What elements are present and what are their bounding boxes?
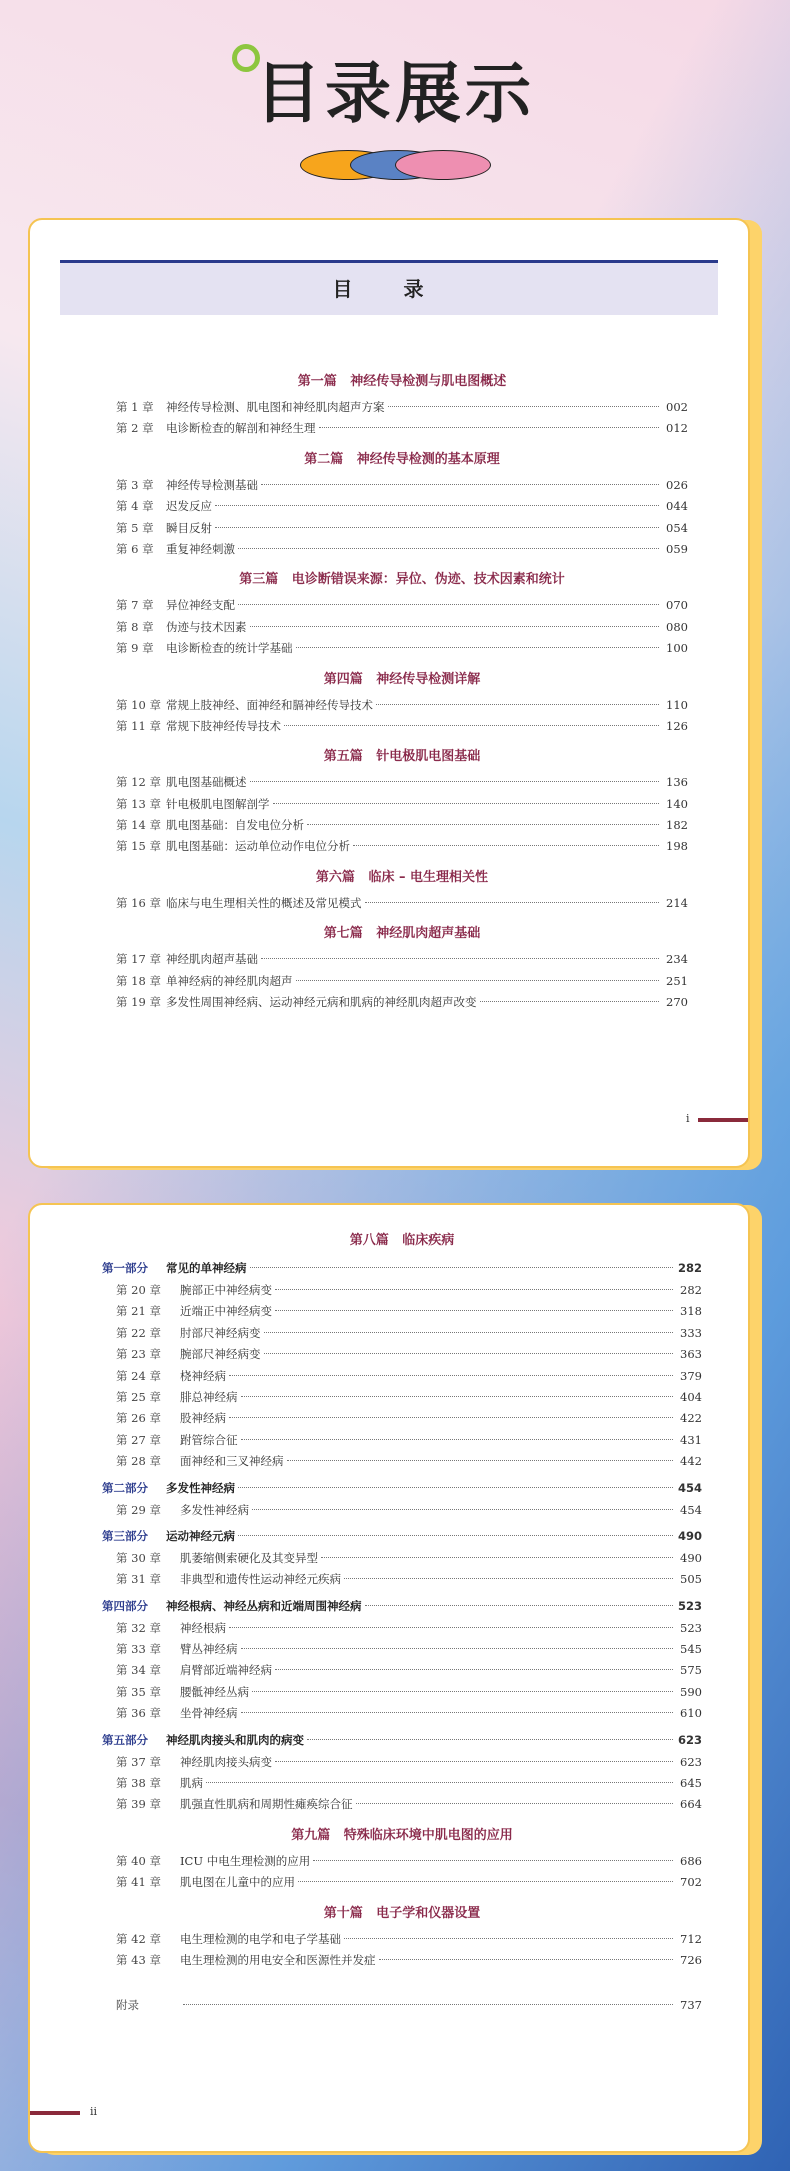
page-number: 026	[666, 477, 688, 492]
dot-leader	[264, 1332, 674, 1333]
chapter-number: 第 7 章	[116, 598, 154, 613]
chapter-number: 第 37 章	[116, 1754, 161, 1769]
chapter-number: 第 10 章	[116, 697, 161, 712]
dot-leader	[250, 781, 660, 782]
dot-leader	[241, 1648, 674, 1649]
page-number: 442	[680, 1454, 702, 1469]
chapter-number: 第 3 章	[116, 477, 154, 492]
chapter-number: 第 26 章	[116, 1411, 161, 1426]
page-number: 002	[666, 400, 688, 414]
toc-chapter-row[interactable]	[102, 1430, 702, 1451]
dot-leader	[275, 1669, 673, 1670]
chapter-title: 肌电图基础：自发电位分析	[166, 818, 304, 833]
chapter-number: 第 38 章	[116, 1776, 161, 1791]
section-title: 第四篇 神经传导检测详解	[323, 671, 481, 687]
page-number: 404	[680, 1389, 702, 1404]
chapter-number: 第 21 章	[116, 1304, 161, 1319]
dot-leader	[264, 1353, 674, 1354]
page-number: 198	[666, 839, 688, 854]
dot-leader	[273, 803, 660, 804]
toc-chapter-row[interactable]	[102, 1500, 702, 1521]
dot-leader	[183, 2004, 673, 2005]
section-title: 第六篇 临床 – 电生理相关性	[315, 869, 489, 885]
toc-chapter-row[interactable]	[102, 1280, 702, 1301]
page-number: 726	[680, 1952, 702, 1967]
section-title: 第二篇 神经传导检测的基本原理	[304, 451, 500, 467]
chapter-title: 近端正中神经病变	[180, 1304, 272, 1319]
chapter-number: 第 9 章	[116, 641, 154, 656]
toc-chapter-row[interactable]	[116, 772, 688, 793]
section-title: 第九篇 特殊临床环境中肌电图的应用	[291, 1827, 513, 1843]
page-number: 737	[680, 1998, 702, 2013]
dot-leader	[241, 1712, 674, 1713]
dot-leader	[241, 1439, 674, 1440]
dot-leader	[275, 1310, 673, 1311]
toc-part-row[interactable]	[102, 1728, 702, 1752]
chapter-number: 第 25 章	[116, 1389, 161, 1404]
dot-leader	[238, 1487, 673, 1488]
chapter-number: 第 39 章	[116, 1797, 161, 1812]
toc-chapter-row[interactable]	[116, 518, 688, 539]
page-number: 333	[680, 1325, 702, 1340]
page-number: 110	[666, 697, 688, 712]
chapter-title: 常见的单神经病	[166, 1261, 247, 1275]
page-number: 059	[666, 541, 688, 556]
chapter-number: 第 6 章	[116, 541, 154, 556]
chapter-number: 第 30 章	[116, 1550, 161, 1565]
chapter-number: 第 40 章	[116, 1853, 161, 1868]
chapter-title: 肌电图基础：运动单位动作电位分析	[166, 839, 350, 854]
dot-leader	[356, 1803, 674, 1804]
page-number: 645	[680, 1776, 702, 1791]
chapter-number: 第 24 章	[116, 1368, 161, 1383]
dot-leader	[206, 1782, 673, 1783]
dot-leader	[215, 505, 659, 506]
page-rule	[30, 2111, 80, 2115]
toc-header: 目 录	[60, 260, 718, 315]
chapter-number: 第 2 章	[116, 421, 154, 436]
chapter-number: 第 33 章	[116, 1642, 161, 1657]
page-number: 664	[680, 1797, 702, 1812]
page-number: 490	[680, 1550, 702, 1565]
dot-leader	[250, 626, 660, 627]
page-number: 126	[666, 718, 688, 733]
chapter-title: 神经根病	[180, 1620, 226, 1635]
dot-leader	[344, 1938, 673, 1939]
chapter-number: 第 11 章	[116, 718, 161, 733]
page-number: 363	[680, 1347, 702, 1362]
chapter-title: 常规上肢神经、面神经和膈神经传导技术	[166, 697, 373, 712]
chapter-title: 瞬目反射	[166, 520, 212, 535]
page-number: 422	[680, 1411, 702, 1426]
chapter-number: 第 42 章	[116, 1931, 161, 1946]
chapter-title: 面神经和三叉神经病	[180, 1454, 284, 1469]
chapter-number: 第 35 章	[116, 1684, 161, 1699]
chapter-title: 肌病	[180, 1776, 203, 1791]
chapter-title: 针电极肌电图解剖学	[166, 796, 270, 811]
chapter-title: 电生理检测的电学和电子学基础	[180, 1931, 341, 1946]
page-number: 490	[677, 1528, 702, 1543]
toc-chapter-row[interactable]	[102, 1929, 702, 1950]
chapter-number: 第 31 章	[116, 1572, 161, 1587]
toc-chapter-row[interactable]	[116, 539, 688, 560]
toc-chapter-row[interactable]	[116, 815, 688, 836]
chapter-title: 神经肌肉接头和肌肉的病变	[166, 1732, 304, 1747]
chapter-number: 第 5 章	[116, 520, 154, 535]
chapter-number: 第四部分	[102, 1598, 148, 1613]
toc-part-row[interactable]	[102, 1476, 702, 1500]
chapter-number: 第 8 章	[116, 619, 154, 634]
dot-leader	[287, 1460, 674, 1461]
chapter-number: 第 15 章	[116, 839, 161, 854]
dot-leader	[261, 484, 659, 485]
chapter-title: 多发性神经病	[180, 1502, 249, 1517]
dot-leader	[229, 1627, 673, 1628]
page-number: 523	[677, 1598, 702, 1613]
chapter-number: 第 1 章	[116, 400, 154, 414]
page-number: 070	[666, 598, 688, 613]
page-number: 702	[680, 1875, 702, 1890]
page-number: 454	[677, 1480, 702, 1495]
page-number: i	[686, 1112, 690, 1125]
page-number: 379	[680, 1368, 702, 1383]
dot-leader	[307, 1739, 673, 1740]
page-heading	[0, 0, 790, 210]
toc-chapter-row[interactable]	[116, 836, 688, 857]
toc-chapter-row[interactable]	[102, 1950, 702, 1971]
dot-leader	[365, 902, 660, 903]
chapter-title: 重复神经刺激	[166, 541, 235, 556]
page-number: 318	[680, 1304, 702, 1319]
page-number: 610	[680, 1706, 702, 1721]
page-number: 505	[680, 1572, 702, 1587]
dot-leader	[275, 1289, 673, 1290]
toc-chapter-row[interactable]	[102, 1548, 702, 1569]
chapter-number: 第 29 章	[116, 1502, 161, 1517]
toc-chapter-row[interactable]	[102, 1301, 702, 1322]
section-title: 第一篇 神经传导检测与肌电图概述	[297, 374, 507, 389]
chapter-title: 伪迹与技术因素	[166, 619, 247, 634]
chapter-number: 第 17 章	[116, 952, 161, 967]
toc-chapter-row[interactable]	[102, 1639, 702, 1660]
chapter-title: 多发性神经病	[166, 1480, 235, 1495]
chapter-title: 桡神经病	[180, 1368, 226, 1383]
toc-chapter-row[interactable]	[102, 1851, 702, 1872]
toc-chapter-row[interactable]	[116, 397, 688, 418]
dot-leader	[296, 980, 660, 981]
toc-list	[116, 362, 688, 1013]
dot-leader	[252, 1509, 673, 1510]
page-number: 100	[666, 641, 688, 656]
toc-chapter-row[interactable]	[102, 1344, 702, 1365]
dot-leader	[229, 1375, 673, 1376]
page-number: 270	[666, 995, 688, 1010]
chapter-number: 第 28 章	[116, 1454, 161, 1469]
toc-chapter-row[interactable]	[102, 1872, 702, 1893]
page-number: 234	[666, 952, 688, 967]
toc-chapter-row[interactable]	[102, 1794, 702, 1815]
section-title: 第十篇 电子学和仪器设置	[323, 1905, 481, 1921]
toc-chapter-row[interactable]	[102, 1408, 702, 1429]
page-number: 251	[666, 973, 688, 988]
toc-page-1	[28, 218, 750, 1168]
chapter-number: 第三部分	[102, 1528, 148, 1543]
page-rule	[698, 1118, 748, 1122]
toc-chapter-row[interactable]	[116, 794, 688, 815]
chapter-title: 腕部正中神经病变	[180, 1283, 272, 1297]
page-number: 523	[680, 1620, 702, 1635]
chapter-number: 第 34 章	[116, 1663, 161, 1678]
toc-chapter-row[interactable]	[102, 1618, 702, 1639]
chapter-number: 第五部分	[102, 1732, 148, 1747]
page-number: 454	[680, 1502, 702, 1517]
dot-leader	[252, 1691, 673, 1692]
toc-part-row[interactable]	[102, 1594, 702, 1618]
dot-leader	[388, 406, 660, 407]
toc-chapter-row[interactable]	[102, 1752, 702, 1773]
chapter-number: 第 41 章	[116, 1875, 161, 1890]
chapter-title: 腕部尺神经病变	[180, 1347, 261, 1362]
chapter-number: 附录	[116, 1998, 139, 2013]
dot-leader	[250, 1267, 674, 1268]
chapter-number: 第 27 章	[116, 1432, 161, 1447]
toc-chapter-row[interactable]	[102, 1703, 702, 1724]
page-number: 140	[666, 796, 688, 811]
chapter-title: 肌电图基础概述	[166, 775, 247, 790]
dot-leader	[296, 647, 660, 648]
toc-chapter-row[interactable]	[102, 1660, 702, 1681]
dot-leader	[365, 1605, 674, 1606]
section-title: 第八篇 临床疾病	[349, 1233, 455, 1248]
page-number: 575	[680, 1663, 702, 1678]
dot-leader	[319, 427, 660, 428]
chapter-title: 肘部尺神经病变	[180, 1325, 261, 1340]
dot-leader	[344, 1578, 673, 1579]
dot-leader	[298, 1881, 673, 1882]
page-title: 目录展示	[255, 55, 535, 132]
chapter-number: 第 36 章	[116, 1706, 161, 1721]
chapter-title: 神经根病、神经丛病和近端周围神经病	[166, 1598, 362, 1613]
chapter-number: 第 43 章	[116, 1952, 161, 1967]
chapter-title: 腰骶神经丛病	[180, 1684, 249, 1699]
page-number: 545	[680, 1642, 702, 1657]
chapter-number: 第二部分	[102, 1480, 148, 1495]
toc-chapter-row[interactable]	[116, 716, 688, 737]
dot-leader	[307, 824, 659, 825]
chapter-title: 异位神经支配	[166, 598, 235, 613]
chapter-title: 肌萎缩侧索硬化及其变异型	[180, 1550, 318, 1565]
chapter-number: 第 13 章	[116, 796, 161, 811]
dot-leader	[261, 958, 659, 959]
page-number: ii	[90, 2105, 98, 2118]
toc-chapter-row[interactable]	[102, 1451, 702, 1472]
toc-chapter-row[interactable]	[116, 695, 688, 716]
page-number: 136	[666, 775, 688, 790]
dot-leader	[284, 725, 659, 726]
chapter-title: 电诊断检查的统计学基础	[166, 641, 293, 656]
chapter-title: 跗管综合征	[180, 1432, 238, 1447]
section-title: 第五篇 针电极肌电图基础	[323, 749, 481, 765]
dot-leader	[275, 1761, 673, 1762]
toc-chapter-row[interactable]	[116, 992, 688, 1013]
dot-leader	[238, 548, 659, 549]
chapter-title: 电诊断检查的解剖和神经生理	[166, 421, 316, 436]
chapter-number: 第 16 章	[116, 895, 161, 910]
page-number: 623	[680, 1754, 702, 1769]
toc-list	[102, 1221, 702, 2017]
toc-chapter-row[interactable]	[116, 496, 688, 517]
page-number: 431	[680, 1432, 702, 1447]
chapter-title: 坐骨神经病	[180, 1706, 238, 1721]
toc-chapter-row[interactable]	[116, 617, 688, 638]
chapter-number: 第 14 章	[116, 818, 161, 833]
chapter-title: 神经传导检测基础	[166, 477, 258, 492]
dot-leader	[376, 704, 659, 705]
toc-chapter-row[interactable]	[116, 638, 688, 659]
dot-leader	[215, 527, 659, 528]
toc-chapter-row[interactable]	[102, 1995, 702, 2016]
chapter-title: 临床与电生理相关性的概述及常见模式	[166, 895, 362, 910]
toc-chapter-row[interactable]	[116, 418, 688, 439]
page-number: 182	[666, 818, 688, 833]
chapter-title: 股神经病	[180, 1411, 226, 1426]
chapter-title: 单神经病的神经肌肉超声	[166, 973, 293, 988]
dot-leader	[480, 1001, 660, 1002]
dot-leader	[379, 1959, 674, 1960]
chapter-title: 神经肌肉接头病变	[180, 1754, 272, 1769]
page-number: 054	[666, 520, 688, 535]
toc-part-row[interactable]	[102, 1256, 702, 1280]
chapter-title: 神经肌肉超声基础	[166, 952, 258, 967]
chapter-number: 第 12 章	[116, 775, 161, 790]
section-title: 第七篇 神经肌肉超声基础	[323, 926, 481, 942]
toc-chapter-row[interactable]	[116, 595, 688, 616]
dot-leader	[229, 1417, 673, 1418]
page-number: 623	[677, 1732, 702, 1747]
dot-leader	[353, 845, 659, 846]
toc-chapter-row[interactable]	[102, 1366, 702, 1387]
page-number: 712	[680, 1931, 702, 1946]
page-number: 044	[666, 499, 688, 514]
chapter-title: 常规下肢神经传导技术	[166, 718, 281, 733]
dot-leader	[313, 1860, 673, 1861]
toc-part-row[interactable]	[102, 1524, 702, 1548]
toc-chapter-row[interactable]	[116, 949, 688, 970]
dot-leader	[238, 604, 659, 605]
pink-oval-icon	[395, 150, 491, 180]
chapter-title: 神经传导检测、肌电图和神经肌肉超声方案	[166, 400, 385, 414]
chapter-number: 第 22 章	[116, 1325, 161, 1340]
page-number: 012	[666, 421, 688, 436]
chapter-number: 第 32 章	[116, 1620, 161, 1635]
page-number: 590	[680, 1684, 702, 1699]
chapter-number: 第 19 章	[116, 995, 161, 1010]
dot-leader	[321, 1557, 673, 1558]
chapter-title: 臂丛神经病	[180, 1642, 238, 1657]
page-number: 080	[666, 619, 688, 634]
toc-page-2	[28, 1203, 750, 2153]
chapter-number: 第 4 章	[116, 499, 154, 514]
toc-chapter-row[interactable]	[116, 893, 688, 914]
toc-chapter-row[interactable]	[102, 1387, 702, 1408]
page-number: 282	[677, 1261, 702, 1275]
chapter-title: ICU 中电生理检测的应用	[180, 1853, 311, 1868]
chapter-number: 第 23 章	[116, 1347, 161, 1362]
chapter-title: 肌强直性肌病和周期性瘫痪综合征	[180, 1797, 353, 1812]
chapter-title: 电生理检测的用电安全和医源性并发症	[180, 1952, 376, 1967]
page-number: 282	[680, 1283, 702, 1297]
chapter-number: 第一部分	[102, 1261, 148, 1275]
section-title: 第三篇 电诊断错误来源：异位、伪迹、技术因素和统计	[239, 572, 565, 588]
chapter-title: 多发性周围神经病、运动神经元病和肌病的神经肌肉超声改变	[166, 995, 477, 1010]
dot-leader	[238, 1535, 673, 1536]
toc-chapter-row[interactable]	[102, 1569, 702, 1590]
toc-chapter-row[interactable]	[116, 971, 688, 992]
page-number: 214	[666, 895, 688, 910]
toc-chapter-row[interactable]	[102, 1323, 702, 1344]
chapter-number: 第 20 章	[116, 1283, 161, 1297]
oval-decoration	[300, 150, 500, 186]
toc-chapter-row[interactable]	[102, 1682, 702, 1703]
toc-chapter-row[interactable]	[102, 1773, 702, 1794]
toc-chapter-row[interactable]	[116, 475, 688, 496]
page-number: 686	[680, 1853, 702, 1868]
chapter-title: 迟发反应	[166, 499, 212, 514]
chapter-number: 第 18 章	[116, 973, 161, 988]
chapter-title: 腓总神经病	[180, 1389, 238, 1404]
chapter-title: 肌电图在儿童中的应用	[180, 1875, 295, 1890]
dot-leader	[241, 1396, 674, 1397]
chapter-title: 非典型和遗传性运动神经元疾病	[180, 1572, 341, 1587]
chapter-title: 肩臂部近端神经病	[180, 1663, 272, 1678]
chapter-title: 运动神经元病	[166, 1528, 235, 1543]
